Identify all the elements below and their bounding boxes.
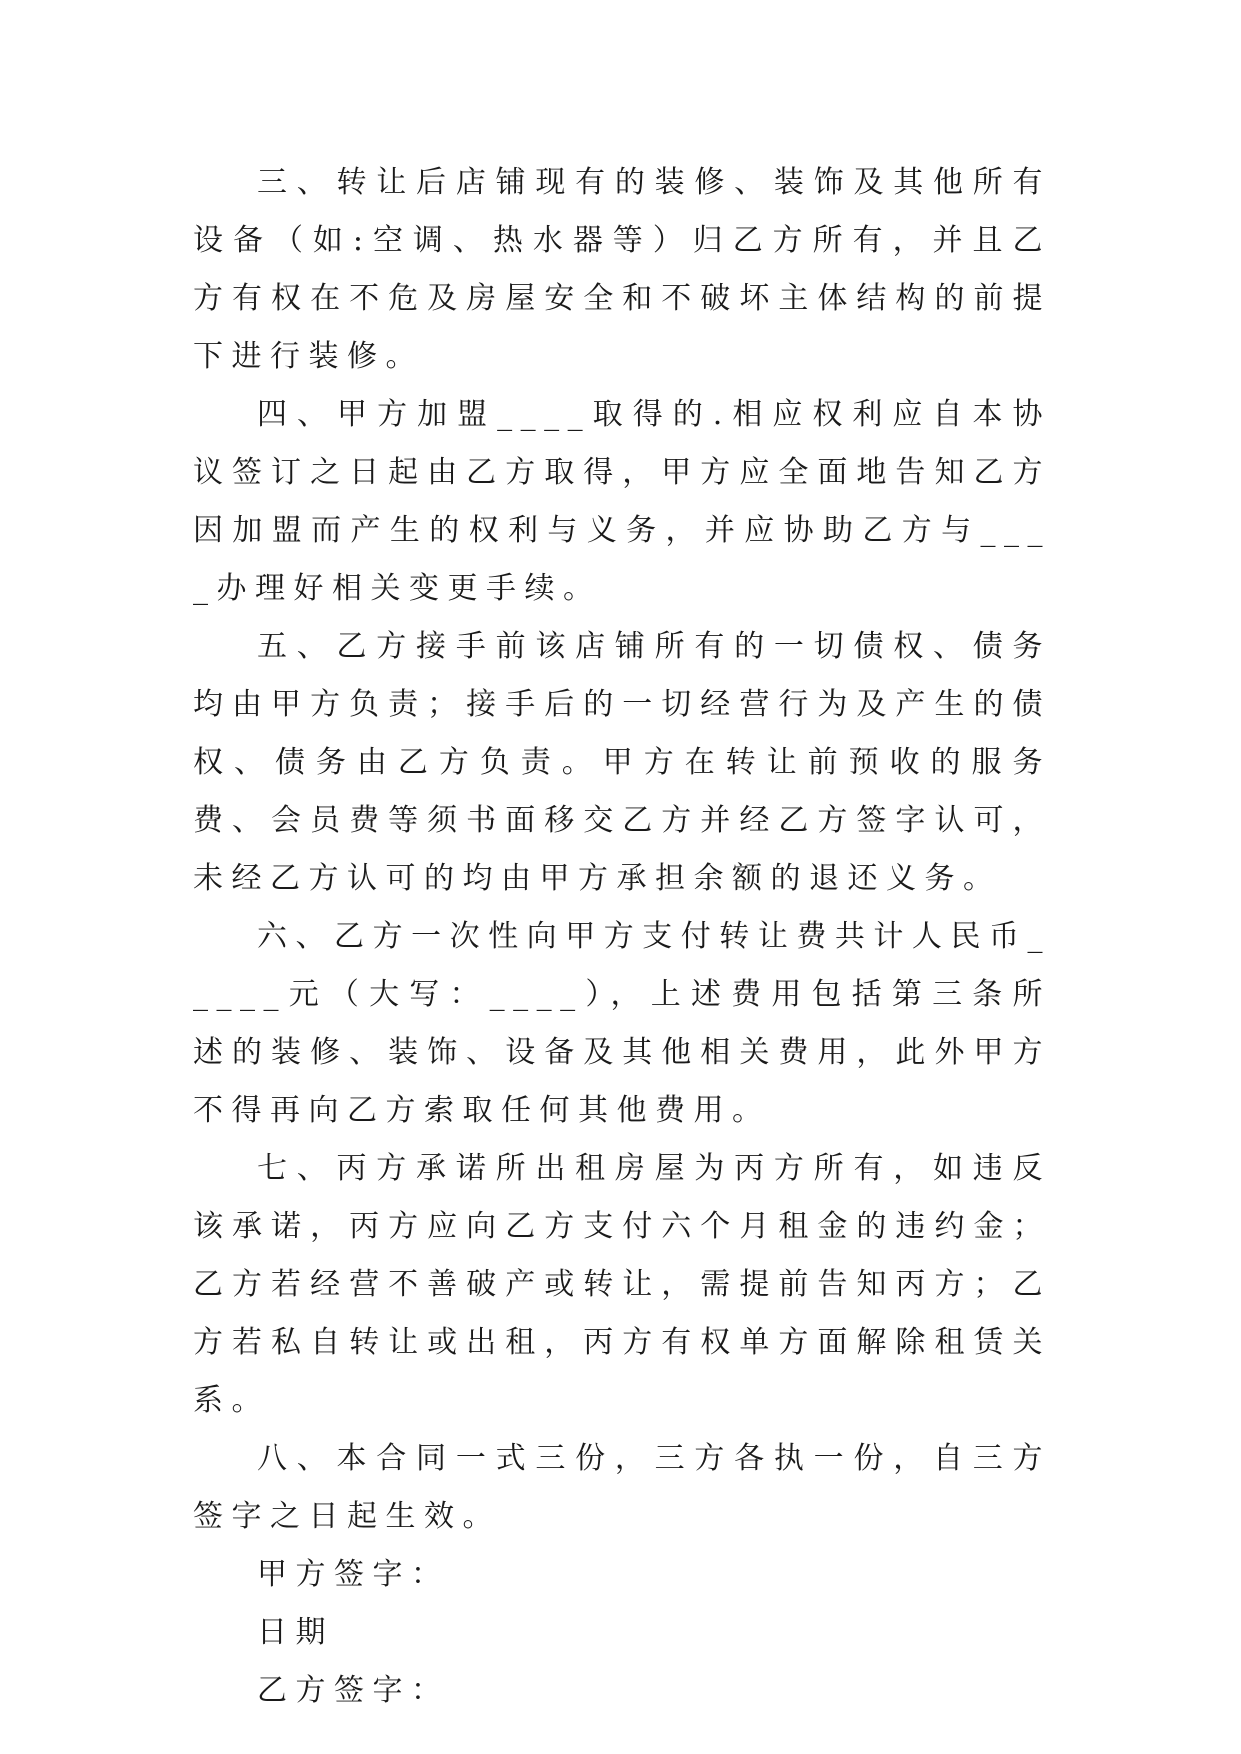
- party-b-signature-label: 乙方签字：: [257, 1673, 450, 1708]
- party-a-signature-label: 甲方签字：: [257, 1557, 450, 1592]
- contract-body: [193, 154, 1051, 1720]
- clause-eight: 八、本合同一式三份，三方各执一份，自三方签字之日起生效。: [193, 1441, 1051, 1534]
- clause-three: 三、转让后店铺现有的装修、装饰及其他所有设备（如:空调、热水器等）归乙方所有，并且乙方有权在不危及房屋安全和不破坏主体结构的前提下进行装修。: [193, 165, 1051, 374]
- clause-four: 四、甲方加盟____取得的.相应权利应自本协议签订之日起由乙方取得，甲方应全面地告知乙方因加盟而产生的权利与义务，并应协助乙方与____办理好相关变更手续。: [193, 397, 1051, 606]
- clause-five: 五、乙方接手前该店铺所有的一切债权、债务均由甲方负责；接手后的一切经营行为及产生的债权、债务由乙方负责。甲方在转让前预收的服务费、会员费等须书面移交乙方并经乙方签字认可，未经乙方认可的均由甲方承担余额的退还义务。: [193, 629, 1051, 896]
- clause-seven: 七、丙方承诺所出租房屋为丙方所有，如违反该承诺，丙方应向乙方支付六个月租金的违约金；乙方若经营不善破产或转让，需提前告知丙方；乙方若私自转让或出租，丙方有权单方面解除租赁关系。: [193, 1151, 1051, 1418]
- clause-six: 六、乙方一次性向甲方支付转让费共计人民币_____元（大写：____），上述费用包括第三条所述的装修、装饰、设备及其他相关费用，此外甲方不得再向乙方索取任何其他费用。: [193, 919, 1051, 1128]
- date-label: 日期: [257, 1615, 334, 1650]
